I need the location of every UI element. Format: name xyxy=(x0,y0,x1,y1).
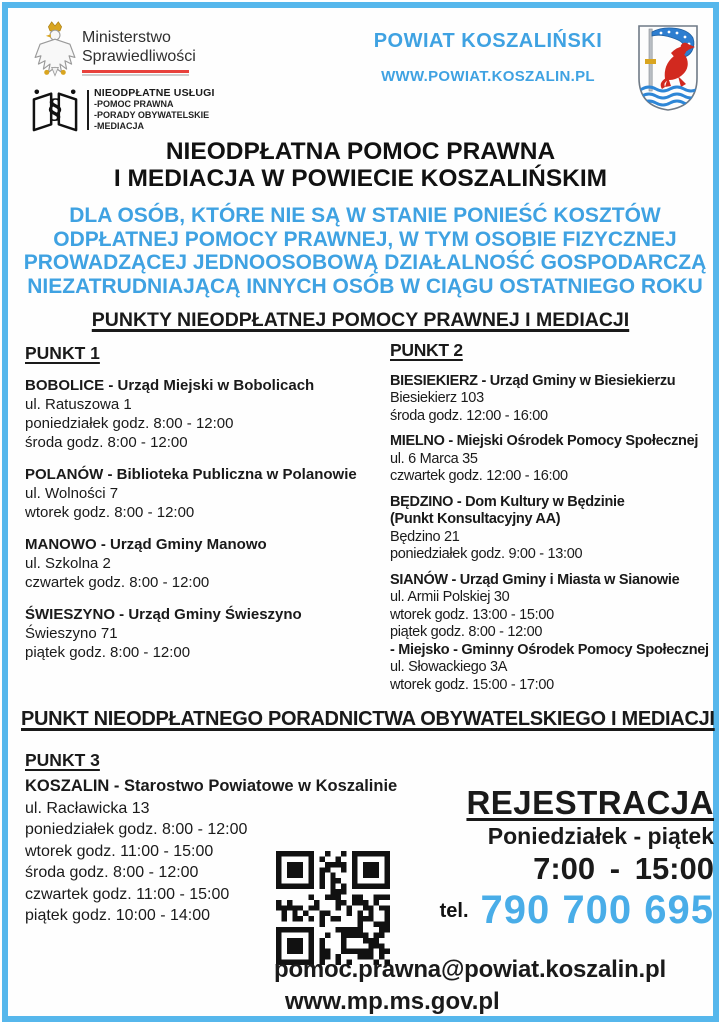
county-name: POWIAT KOSZALIŃSKI xyxy=(373,30,603,52)
page-title xyxy=(8,138,713,192)
entry-title-line: MANOWO - Urząd Gminy Manowo xyxy=(25,536,267,553)
entry-detail-line: czwartek godz. 11:00 - 15:00 xyxy=(25,885,230,903)
entry-detail-line: Biesiekierz 103 xyxy=(390,390,484,406)
service-point-entry xyxy=(390,373,721,426)
ministry-name-line1: Ministerstwo xyxy=(82,29,171,46)
punkt1-column xyxy=(25,344,380,675)
entry-title-line: BĘDZINO - Dom Kultury w Będzinie xyxy=(390,493,625,510)
county-coat-of-arms-icon xyxy=(635,21,701,115)
section1-heading xyxy=(8,309,713,332)
punkt2-column xyxy=(390,342,721,702)
ministry-name xyxy=(82,28,196,66)
qr-code xyxy=(276,851,390,965)
service-point-entry xyxy=(390,572,721,695)
ministry-rule-red xyxy=(82,70,189,73)
svg-text:§: § xyxy=(47,94,63,126)
page-title-line2: I MEDIACJA W POWIECIE KOSZALIŃSKIM xyxy=(113,165,608,192)
entry-detail-line: środa godz. 8:00 - 12:00 xyxy=(25,434,188,451)
entry-detail-line: ul. Armii Polskiej 30 xyxy=(390,589,510,605)
entry-title-line: BIESIEKIERZ - Urząd Gminy w Biesiekierzu xyxy=(390,372,676,389)
county-website: WWW.POWIAT.KOSZALIN.PL xyxy=(381,68,595,85)
entry-detail-line: wtorek godz. 11:00 - 15:00 xyxy=(25,842,214,860)
services-logo-item: -POMOC PRAWNA xyxy=(94,99,174,109)
entry-title-line: (Punkt Konsultacyjny AA) xyxy=(390,511,561,527)
entry-detail-line: piątek godz. 10:00 - 14:00 xyxy=(25,907,211,924)
section2-heading xyxy=(21,708,721,731)
entry-detail-line: wtorek godz. 13:00 - 15:00 xyxy=(390,606,554,623)
entry-detail-line: czwartek godz. 8:00 - 12:00 xyxy=(25,574,210,591)
services-logo-divider xyxy=(87,90,89,130)
entry-detail-line: wtorek godz. 15:00 - 17:00 xyxy=(390,676,554,693)
entry-title-line: MIELNO - Miejski Ośrodek Pomocy Społecznej xyxy=(390,433,699,449)
punkt1-heading: PUNKT 1 xyxy=(25,343,100,363)
open-book-paragraph-icon xyxy=(30,87,80,133)
poster-frame xyxy=(2,2,719,1022)
phone-row xyxy=(408,888,714,933)
phone-number: 790 700 695 xyxy=(480,888,714,932)
entry-title-line: ŚWIESZYNO - Urząd Gminy Świeszyno xyxy=(25,606,302,623)
page-title-line1: NIEODPŁATNA POMOC PRAWNA xyxy=(165,138,556,165)
entry-detail-line: piątek godz. 8:00 - 12:00 xyxy=(25,644,191,661)
entry-detail-line: środa godz. 12:00 - 16:00 xyxy=(390,407,548,424)
text-line: NIEZATRUDNIAJĄCĄ INNYCH OSÓB W CIĄGU OSTATNIEGO ROKU xyxy=(27,274,703,298)
entry-detail-line: Świeszyno 71 xyxy=(25,625,118,642)
service-point-entry xyxy=(390,433,721,486)
services-logo-title: NIEODPŁATNE USŁUGI xyxy=(94,87,215,99)
entry-detail-line: poniedziałek godz. 8:00 - 12:00 xyxy=(25,821,248,838)
punkt2-entries xyxy=(390,373,721,695)
entry-detail-line: poniedziałek godz. 8:00 - 12:00 xyxy=(25,415,234,432)
services-logo-text xyxy=(94,88,215,132)
polish-eagle-icon xyxy=(30,21,80,79)
registration-block xyxy=(418,784,714,887)
section1-heading-text: PUNKTY NIEODPŁATNEJ POMOCY PRAWNEJ I MEDIACJI xyxy=(91,309,630,331)
entry-title-line: KOSZALIN - Starostwo Powiatowe w Koszalinie xyxy=(25,777,398,795)
entry-title-line: POLANÓW - Biblioteka Publiczna w Polanowie xyxy=(25,466,357,483)
services-logo-item: -PORADY OBYWATELSKIE xyxy=(94,110,210,120)
entry-detail-line: ul. Ratuszowa 1 xyxy=(25,396,132,413)
service-point-entry xyxy=(390,494,721,564)
entry-detail-line: środa godz. 8:00 - 12:00 xyxy=(25,864,199,881)
entry-title-line: - Miejsko - Gminny Ośrodek Pomocy Społecznej xyxy=(390,641,709,658)
entry-title-line: BOBOLICE - Urząd Miejski w Bobolicach xyxy=(25,377,315,394)
service-point-entry xyxy=(25,376,380,452)
text-line: PROWADZĄCEJ JEDNOOSOBOWĄ DZIAŁALNOŚĆ GOSPODARCZĄ xyxy=(23,251,707,274)
punkt2-heading: PUNKT 2 xyxy=(390,340,463,360)
punkt3-heading: PUNKT 3 xyxy=(25,750,100,770)
ministry-rule-gray xyxy=(82,74,189,76)
entry-detail-line: ul. Szkolna 2 xyxy=(25,555,111,572)
contact-website: www.mp.ms.gov.pl xyxy=(285,988,500,1015)
services-logo-item: -MEDIACJA xyxy=(94,121,145,131)
eligibility-text xyxy=(14,204,716,298)
registration-hours: 7:00 - 15:00 xyxy=(533,851,714,886)
entry-detail-line: ul. Racławicka 13 xyxy=(25,799,150,817)
ministry-name-line2: Sprawiedliwości xyxy=(82,48,196,65)
entry-detail-line: piątek godz. 8:00 - 12:00 xyxy=(390,624,543,640)
entry-detail-line: ul. Słowackiego 3A xyxy=(390,659,508,675)
service-point-entry xyxy=(25,605,380,662)
entry-detail-line: poniedziałek godz. 9:00 - 13:00 xyxy=(390,546,583,562)
entry-detail-line: ul. 6 Marca 35 xyxy=(390,450,478,467)
entry-detail-line: ul. Wolności 7 xyxy=(25,485,119,502)
contact-email: pomoc.prawna@powiat.koszalin.pl xyxy=(274,956,666,983)
registration-heading: REJESTRACJA xyxy=(466,784,714,821)
entry-detail-line: Będzino 21 xyxy=(390,528,460,545)
text-line: ODPŁATNEJ POMOCY PRAWNEJ, W TYM OSOBIE FIZYCZNEJ xyxy=(53,227,677,251)
service-point-entry xyxy=(25,535,380,592)
registration-days: Poniedziałek - piątek xyxy=(487,823,714,849)
entry-detail-line: wtorek godz. 8:00 - 12:00 xyxy=(25,504,195,521)
section2-heading-text: PUNKT NIEODPŁATNEGO PORADNICTWA OBYWATELSKIEGO I MEDIACJI xyxy=(21,708,715,730)
text-line: DLA OSÓB, KTÓRE NIE SĄ W STANIE PONIEŚĆ KOSZTÓW xyxy=(69,204,661,227)
punkt1-entries xyxy=(25,376,380,662)
entry-title-line: SIANÓW - Urząd Gminy i Miasta w Sianowie xyxy=(390,571,680,588)
tel-label: tel. xyxy=(439,900,469,922)
service-point-entry xyxy=(25,465,380,522)
entry-detail-line: czwartek godz. 12:00 - 16:00 xyxy=(390,468,568,484)
